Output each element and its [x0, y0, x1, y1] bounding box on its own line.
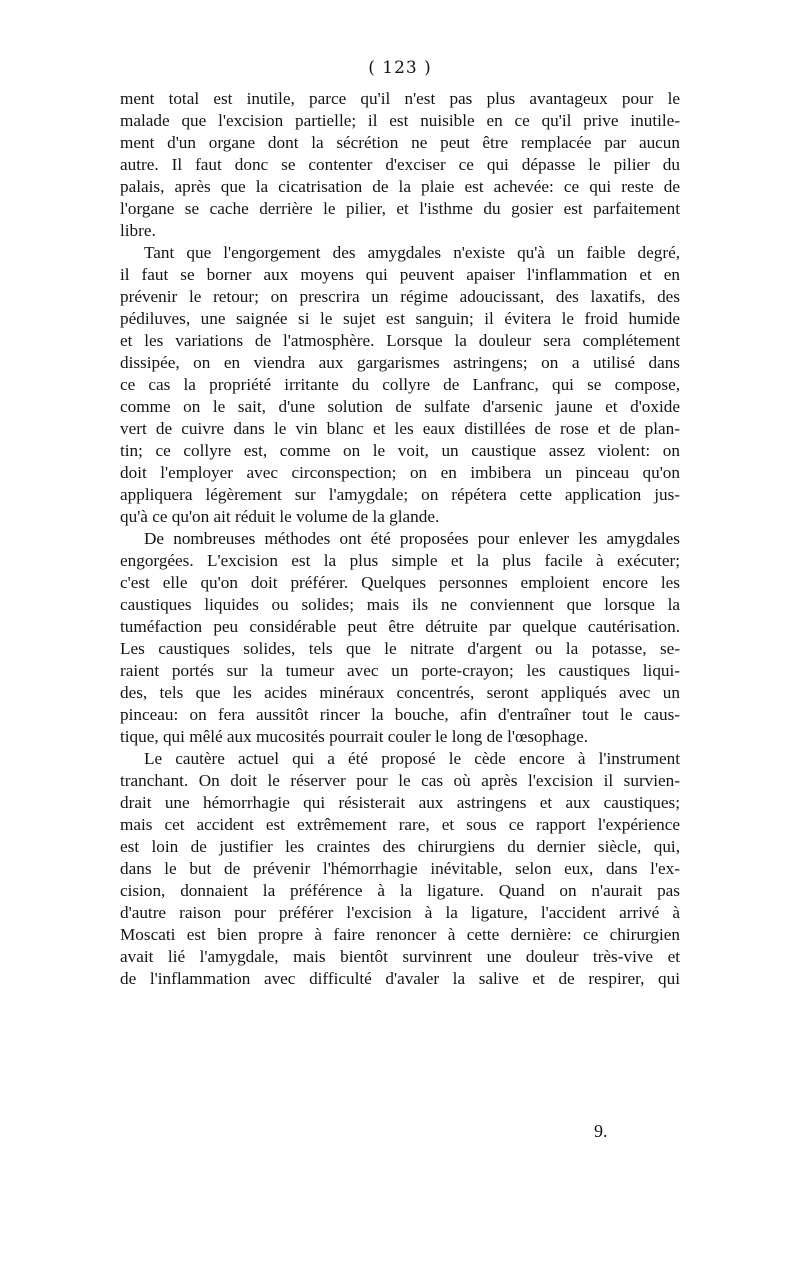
body-text — [120, 88, 680, 990]
text-line: prévenir le retour; on prescrira un régime adoucissant, des laxatifs, des — [120, 287, 680, 306]
signature-mark: 9. — [594, 1121, 608, 1141]
text-line: c'est elle qu'on doit préférer. Quelques personnes emploient encore les — [120, 573, 680, 592]
text-line: ment d'un organe dont la sécrétion ne peut être remplacée par aucun — [120, 133, 680, 152]
text-line: d'autre raison pour préférer l'excision à la ligature, l'accident arrivé à — [120, 903, 680, 922]
text-line: cision, donnaient la préférence à la ligature. Quand on n'aurait pas — [120, 881, 680, 900]
text-line: qu'à ce qu'on ait réduit le volume de la glande. — [120, 507, 440, 526]
text-line: raient portés sur la tumeur avec un porte-crayon; les caustiques liqui- — [120, 661, 680, 680]
text-line: avait lié l'amygdale, mais bientôt survinrent une douleur très-vive et — [120, 947, 680, 966]
text-line: il faut se borner aux moyens qui peuvent apaiser l'inflammation et en — [120, 265, 680, 284]
text-line: mais cet accident est extrêmement rare, et sous ce rapport l'expérience — [120, 815, 680, 834]
text-line: tique, qui mêlé aux mucosités pourrait couler le long de l'œsophage. — [120, 727, 588, 746]
text-line: vert de cuivre dans le vin blanc et les eaux distillées de rose et de plan- — [120, 419, 680, 438]
text-line: Le cautère actuel qui a été proposé le cède encore à l'instrument — [144, 749, 680, 768]
page-number: ( 123 ) — [368, 58, 432, 78]
text-line: ment total est inutile, parce qu'il n'est pas plus avantageux pour le — [120, 89, 680, 108]
text-line: Les caustiques solides, tels que le nitrate d'argent ou la potasse, se- — [120, 639, 680, 658]
text-line: tuméfaction peu considérable peut être détruite par quelque cautérisation. — [120, 617, 680, 636]
text-line: dissipée, on en viendra aux gargarismes astringens; on a utilisé dans — [120, 353, 680, 372]
text-line: tin; ce collyre est, comme on le voit, un caustique assez violent: on — [120, 441, 680, 460]
text-line: pinceau: on fera aussitôt rincer la bouche, afin d'entraîner tout le caus- — [120, 705, 680, 724]
text-line: et les variations de l'atmosphère. Lorsque la douleur sera complétement — [120, 331, 680, 350]
text-line: palais, après que la cicatrisation de la plaie est achevée: ce qui reste de — [120, 177, 680, 196]
text-line: libre. — [120, 221, 156, 240]
text-line: est loin de justifier les craintes des chirurgiens du dernier siècle, qui, — [120, 837, 680, 856]
text-line: tranchant. On doit le réserver pour le cas où après l'excision il survien- — [120, 771, 680, 790]
text-line: drait une hémorrhagie qui résisterait aux astringens et aux caustiques; — [120, 793, 680, 812]
paragraph-3 — [120, 528, 680, 748]
text-line: engorgées. L'excision est la plus simple et la plus facile à exécuter; — [120, 551, 680, 570]
text-line: comme on le sait, d'une solution de sulfate d'arsenic jaune et d'oxide — [120, 397, 680, 416]
text-line: appliquera légèrement sur l'amygdale; on répétera cette application jus- — [120, 485, 680, 504]
paragraph-2 — [120, 242, 680, 528]
text-line: ce cas la propriété irritante du collyre de Lanfranc, qui se compose, — [120, 375, 680, 394]
paragraph-4 — [120, 748, 680, 990]
text-line: des, tels que les acides minéraux concentrés, seront appliqués avec un — [120, 683, 680, 702]
text-line: l'organe se cache derrière le pilier, et l'isthme du gosier est parfaitement — [120, 199, 680, 218]
text-line: de l'inflammation avec difficulté d'avaler la salive et de respirer, qui — [120, 969, 680, 988]
text-line: caustiques liquides ou solides; mais ils ne conviennent que lorsque la — [120, 595, 680, 614]
text-line: dans le but de prévenir l'hémorrhagie inévitable, selon eux, dans l'ex- — [120, 859, 680, 878]
text-line: Moscati est bien propre à faire renoncer à cette dernière: ce chirurgien — [120, 925, 680, 944]
text-line: malade que l'excision partielle; il est nuisible en ce qu'il prive inutile- — [120, 111, 680, 130]
text-line: pédiluves, une saignée si le sujet est sanguin; il évitera le froid humide — [120, 309, 680, 328]
text-line: autre. Il faut donc se contenter d'exciser ce qui dépasse le pilier du — [120, 155, 680, 174]
text-line: De nombreuses méthodes ont été proposées pour enlever les amygdales — [144, 529, 680, 548]
paragraph-1 — [120, 88, 680, 242]
text-line: doit l'employer avec circonspection; on en imbibera un pinceau qu'on — [120, 463, 680, 482]
text-line: Tant que l'engorgement des amygdales n'existe qu'à un faible degré, — [144, 243, 680, 262]
